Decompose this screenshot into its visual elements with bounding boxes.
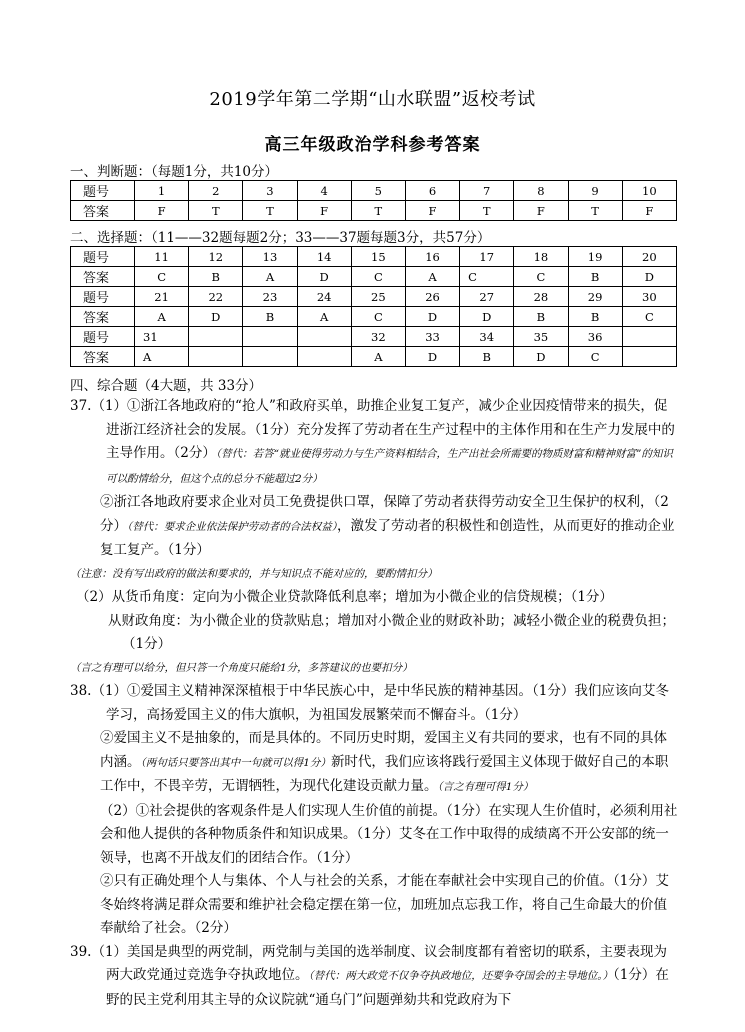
- answer-cell: T: [351, 201, 405, 221]
- question-number: 23: [243, 287, 297, 307]
- q38-p2-note: （两句话只要答出其中一句就可以得1分）: [140, 756, 331, 769]
- answer-cell: F: [514, 201, 568, 221]
- q37-part2: （2）从货币角度：定向为小微企业贷款降低利息率；增加为小微企业的信贷规模；（1分）: [76, 589, 613, 605]
- row-label: 题号: [71, 247, 135, 267]
- comprehensive-answers: [70, 395, 680, 1012]
- answer-cell: B: [243, 307, 297, 327]
- question-number: [243, 327, 297, 347]
- answer-cell: F: [297, 201, 351, 221]
- q38-part2: （2）①社会提供的客观条件是人们实现人生价值的前提。（1分）在实现人生价值时，必须利用社会和他人提供的各种物质条件和知识成果。（1分）艾冬在工作中取得的成绩离不开公安部的统一领导，也离不开战友们的团结合作。（1分）: [100, 802, 678, 866]
- answer-cell: [622, 347, 676, 367]
- answer-cell: D: [460, 307, 514, 327]
- table-row: [71, 181, 677, 201]
- q37-part1: [70, 395, 680, 491]
- question-number: [622, 327, 676, 347]
- q38-p2a-text: ②爱国主义不是抽象的，而是具体的。不同历史时期，爱国主义有共同的要求，也有不同的具体内涵。: [100, 730, 667, 770]
- answer-cell: C: [351, 307, 405, 327]
- question-number: 32: [351, 327, 405, 347]
- table-row: [71, 327, 677, 347]
- multiple-choice-answer-table: [70, 246, 677, 367]
- question-number: 9: [568, 181, 622, 201]
- answer-cell: C: [351, 267, 405, 287]
- answer-cell: A: [405, 267, 459, 287]
- question-number: 4: [297, 181, 351, 201]
- question-number: 1: [135, 181, 189, 201]
- answer-cell: D: [405, 347, 459, 367]
- question-number: 10: [622, 181, 676, 201]
- row-label: 题号: [71, 327, 135, 347]
- question-number: 3: [243, 181, 297, 201]
- answer-cell: A: [351, 347, 405, 367]
- question-number: 35: [514, 327, 568, 347]
- q37-note1: （注意：没有写出政府的做法和要求的，并与知识点不能对应的，要酌情扣分）: [70, 567, 438, 580]
- section1-heading: 一、判断题：（每题1分，共10分）: [70, 164, 279, 180]
- question-number: 16: [405, 247, 459, 267]
- answer-cell: C: [135, 267, 189, 287]
- q38-p2-note2: （言之有理可得1分）: [437, 781, 534, 793]
- question-number: 30: [622, 287, 676, 307]
- answer-cell: A: [135, 347, 189, 367]
- answer-cell: C: [514, 267, 568, 287]
- q39-part1: [70, 941, 680, 1013]
- question-number: 5: [351, 181, 405, 201]
- question-number: 18: [514, 247, 568, 267]
- question-number: [297, 327, 351, 347]
- q37-p2-note: （替代：要求企业依法保护劳动者的合法权益）: [127, 520, 337, 533]
- question-number: 29: [568, 287, 622, 307]
- answer-cell: C: [568, 347, 622, 367]
- question-number: 8: [514, 181, 568, 201]
- question-number: 36: [568, 327, 622, 347]
- question-number: [189, 327, 243, 347]
- table-row: [71, 347, 677, 367]
- question-number: 33: [405, 327, 459, 347]
- question-number: 22: [189, 287, 243, 307]
- answer-cell: A: [297, 307, 351, 327]
- answer-cell: B: [460, 347, 514, 367]
- answer-cell: T: [568, 201, 622, 221]
- question-number: 7: [460, 181, 514, 201]
- question-number: 28: [514, 287, 568, 307]
- answer-cell: [243, 347, 297, 367]
- answer-cell: B: [568, 267, 622, 287]
- question-number: 21: [135, 287, 189, 307]
- answer-cell: D: [622, 267, 676, 287]
- question-number: 20: [622, 247, 676, 267]
- answer-cell: D: [514, 347, 568, 367]
- question-number: 12: [189, 247, 243, 267]
- answer-cell: A: [135, 307, 189, 327]
- row-label: 答案: [71, 201, 135, 221]
- q37-p2b-text: ，激发了劳动者的积极性和创造性，从而更好的推动企业复工复产。（1分）: [100, 517, 675, 558]
- answer-cell: B: [514, 307, 568, 327]
- answer-cell: B: [189, 267, 243, 287]
- exam-title: 2019学年第二学期“山水联盟”返校考试: [209, 89, 536, 110]
- question-number: 14: [297, 247, 351, 267]
- q38-part1: 38.（1）①爱国主义精神深深植根于中华民族心中，是中华民族的精神基因。（1分）我们应该向艾冬学习，高扬爱国主义的伟大旗帜，为祖国发展繁荣而不懈奋斗。（1分）: [70, 683, 669, 723]
- question-number: 31: [135, 327, 189, 347]
- q37-p1-text: 37.（1）①浙江各地政府的“抢人”和政府买单，助推企业复工复产，减少企业因疫情带来的损失，促进浙江经济社会的发展。（1分）充分发挥了劳动者在生产过程中的主体作用和在生产力发展中的主导作用。（2分）: [70, 398, 675, 461]
- question-number: 17: [460, 247, 514, 267]
- question-number: 26: [405, 287, 459, 307]
- table-row: [71, 201, 677, 221]
- row-label: 答案: [71, 307, 135, 327]
- q39-p1b-text: （1分）在野的民主党利用其主导的众议院就“通乌门”问题弹劾共和党政府为下: [106, 967, 669, 1008]
- answer-cell: F: [405, 201, 459, 221]
- answer-cell: F: [135, 201, 189, 221]
- table-row: [71, 247, 677, 267]
- question-number: 2: [189, 181, 243, 201]
- q37-p2a-text: ②浙江各地政府要求企业对员工免费提供口罩，保障了劳动者获得劳动安全卫生保护的权利，（2分）: [100, 494, 669, 534]
- answer-cell: [297, 347, 351, 367]
- table-row: [71, 307, 677, 327]
- answer-cell: F: [622, 201, 676, 221]
- section2-heading: 二、选择题：（11——32题每题2分；33——37题每题3分，共57分）: [70, 230, 491, 246]
- true-false-answer-table: [70, 180, 677, 221]
- answer-cell: T: [460, 201, 514, 221]
- table-row: [71, 287, 677, 307]
- question-number: 27: [460, 287, 514, 307]
- q39-p1-note: （替代：两大政党不仅争夺执政地位，还要争夺国会的主导地位。）: [308, 970, 613, 982]
- q37-part2-fiscal: 从财政角度：为小微企业的贷款贴息；增加对小微企业的财政补助；减轻小微企业的税费负担；（1分）: [108, 612, 675, 652]
- answer-cell: C: [622, 307, 676, 327]
- question-number: 34: [460, 327, 514, 347]
- q38-p2b-text: 新时代，我们应该将践行爱国主义体现于做好自己的本职工作中，不畏辛劳，无谓牺牲，为现代化建设贡献力量。: [100, 753, 669, 794]
- answer-cell: T: [189, 201, 243, 221]
- answer-cell: D: [405, 307, 459, 327]
- answer-cell: [189, 347, 243, 367]
- answer-cell: D: [297, 267, 351, 287]
- q37-note2: （言之有理可以给分，但只答一个角度只能给1分，多答建议的也要扣分）: [70, 661, 413, 674]
- row-label: 答案: [71, 267, 135, 287]
- answer-key-subtitle: 高三年级政治学科参考答案: [264, 135, 481, 155]
- row-label: 答案: [71, 347, 135, 367]
- question-number: 11: [135, 247, 189, 267]
- question-number: 15: [351, 247, 405, 267]
- question-number: 13: [243, 247, 297, 267]
- answer-cell: C: [460, 267, 514, 287]
- question-number: 24: [297, 287, 351, 307]
- question-number: 19: [568, 247, 622, 267]
- question-number: 6: [405, 181, 459, 201]
- row-label: 题号: [71, 181, 135, 201]
- answer-cell: T: [243, 201, 297, 221]
- section3-heading: 四、综合题（4大题，共 33分）: [70, 378, 263, 394]
- answer-cell: A: [243, 267, 297, 287]
- question-number: 25: [351, 287, 405, 307]
- q39-p1a-text: 39.（1）美国是典型的两党制，两党制与美国的选举制度、议会制度都有着密切的联系，主要表现为两大政党通过竞选争夺执政地位。: [70, 943, 668, 983]
- q38-part1-2: [70, 727, 680, 800]
- q38-part2-2: ②只有正确处理个人与集体、个人与社会的关系，才能在奉献社会中实现自己的价值。（1分）艾冬始终将满足群众需要和维护社会稳定摆在第一位，加班加点忘我工作，将自己生命最大的价值奉献给了社会。（2分）: [100, 873, 669, 936]
- q37-p1-note: （替代：若答“就业使得劳动力与生产资料相结合，生产出社会所需要的物质财富和精神财富”的知识可以酌情给分，但这个点的总分不能超过2分）: [106, 448, 673, 485]
- table-row: [71, 267, 677, 287]
- answer-cell: B: [568, 307, 622, 327]
- q37-part1-2: [70, 491, 680, 563]
- answer-cell: D: [189, 307, 243, 327]
- row-label: 题号: [71, 287, 135, 307]
